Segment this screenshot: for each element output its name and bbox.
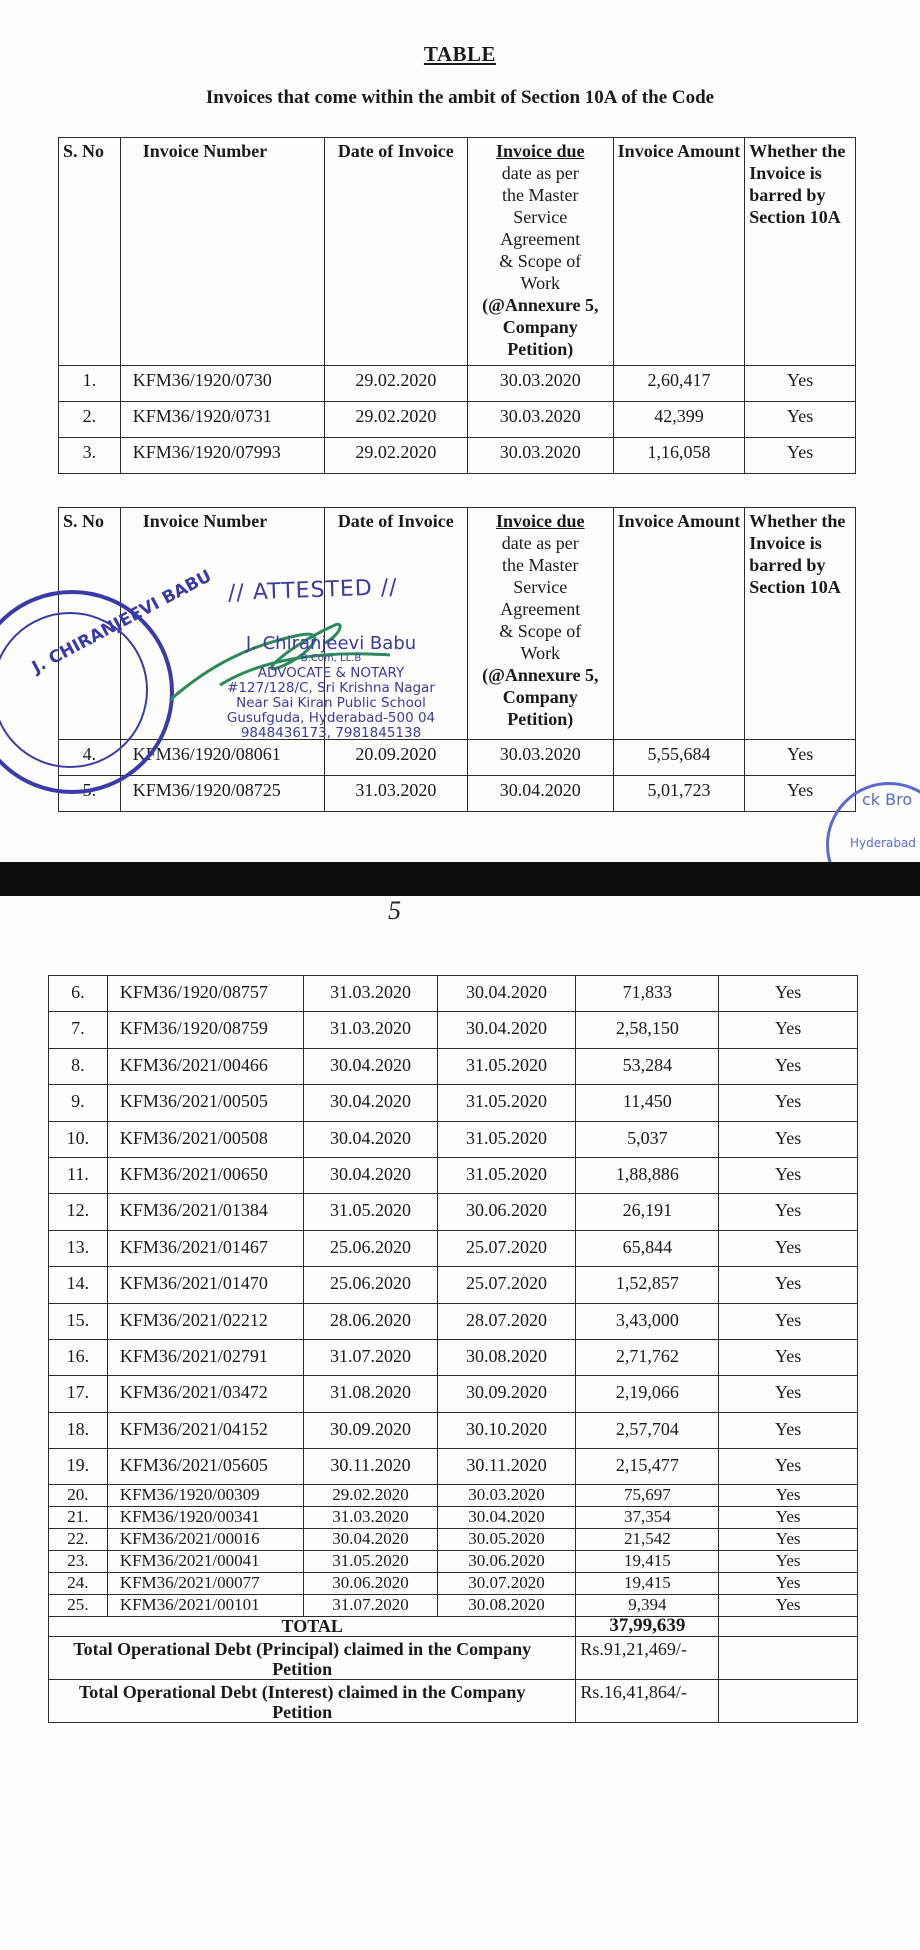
row-amount: 42,399	[613, 402, 745, 438]
table-row	[49, 1339, 858, 1375]
row-date: 29.02.2020	[324, 438, 467, 474]
row-invoice-number: KFM36/2021/01470	[107, 1267, 303, 1303]
row-date: 20.09.2020	[324, 740, 467, 776]
header-due-annexure: (@Annexure 5, Company Petition)	[482, 665, 599, 729]
row-due-date: 30.03.2020	[467, 366, 613, 402]
row-invoice-number: KFM36/1920/08757	[107, 976, 303, 1012]
row-invoice-number: KFM36/1920/0731	[120, 402, 324, 438]
row-invoice-number: KFM36/2021/00077	[107, 1573, 303, 1595]
row-due-date: 30.03.2020	[467, 402, 613, 438]
row-amount: 2,60,417	[613, 366, 745, 402]
row-invoice-number: KFM36/2021/01467	[107, 1230, 303, 1266]
row-due-date: 30.10.2020	[437, 1412, 576, 1448]
row-barred: Yes	[719, 976, 858, 1012]
row-invoice-number: KFM36/2021/00041	[107, 1551, 303, 1573]
row-barred: Yes	[719, 1267, 858, 1303]
row-amount: 5,01,723	[613, 776, 745, 812]
header-due-line: Service	[513, 577, 568, 597]
row-sno: 3.	[59, 438, 121, 474]
row-invoice-number: KFM36/2021/00505	[107, 1085, 303, 1121]
table-row	[49, 1507, 858, 1529]
row-barred: Yes	[719, 1121, 858, 1157]
table-header-row	[59, 138, 856, 366]
row-amount: 65,844	[576, 1230, 719, 1266]
notary-address-1: #127/128/C, Sri Krishna Nagar	[227, 680, 435, 696]
table-row	[59, 366, 856, 402]
row-barred: Yes	[719, 1573, 858, 1595]
table-row	[49, 1573, 858, 1595]
notary-seal-text: J. CHIRANJEEVI BABU	[29, 566, 216, 678]
header-sno: S. No	[59, 508, 121, 740]
header-due-underlined: Invoice due	[496, 141, 585, 161]
notary-phones: 9848436173, 7981845138	[240, 725, 422, 741]
row-sno: 13.	[49, 1230, 108, 1266]
interest-empty-cell	[719, 1680, 858, 1723]
row-barred: Yes	[745, 402, 856, 438]
interest-value: Rs.16,41,864/-	[576, 1680, 719, 1723]
header-amount: Invoice Amount	[613, 508, 745, 740]
row-sno: 16.	[49, 1339, 108, 1375]
table-row	[49, 1121, 858, 1157]
row-barred: Yes	[719, 1012, 858, 1048]
header-due-line: Agreement	[500, 599, 581, 619]
header-due-line: Agreement	[500, 229, 581, 249]
row-amount: 37,354	[576, 1507, 719, 1529]
row-barred: Yes	[745, 438, 856, 474]
row-amount: 3,43,000	[576, 1303, 719, 1339]
row-date: 28.06.2020	[304, 1303, 437, 1339]
row-due-date: 31.05.2020	[437, 1121, 576, 1157]
row-sno: 17.	[49, 1376, 108, 1412]
row-barred: Yes	[719, 1085, 858, 1121]
row-date: 31.03.2020	[304, 1012, 437, 1048]
header-barred: Whether the Invoice is barred by Section 10A	[745, 508, 856, 740]
row-sno: 23.	[49, 1551, 108, 1573]
row-sno: 7.	[49, 1012, 108, 1048]
table-row	[49, 1303, 858, 1339]
table-row	[49, 1376, 858, 1412]
row-invoice-number: KFM36/2021/00101	[107, 1595, 303, 1617]
row-barred: Yes	[719, 1595, 858, 1617]
header-due-underlined: Invoice due	[496, 511, 585, 531]
row-barred: Yes	[719, 1412, 858, 1448]
header-invoice-number: Invoice Number	[120, 508, 324, 740]
header-due-date	[467, 138, 613, 366]
page-separator-band	[0, 862, 920, 896]
row-sno: 22.	[49, 1529, 108, 1551]
table-row	[49, 1267, 858, 1303]
row-due-date: 30.09.2020	[437, 1376, 576, 1412]
table-row	[59, 402, 856, 438]
row-barred: Yes	[745, 740, 856, 776]
row-invoice-number: KFM36/2021/04152	[107, 1412, 303, 1448]
invoice-table-part-1	[58, 137, 856, 474]
notary-address-3: Gusufguda, Hyderabad-500 04	[226, 710, 436, 726]
row-invoice-number: KFM36/1920/08725	[120, 776, 324, 812]
row-date: 30.04.2020	[304, 1529, 437, 1551]
row-date: 30.04.2020	[304, 1085, 437, 1121]
header-due-annexure: (@Annexure 5, Company Petition)	[482, 295, 599, 359]
row-invoice-number: KFM36/1920/00341	[107, 1507, 303, 1529]
table-row	[49, 1012, 858, 1048]
row-due-date: 30.08.2020	[437, 1339, 576, 1375]
row-date: 30.04.2020	[304, 1157, 437, 1193]
header-due-line: Work	[520, 643, 561, 663]
row-due-date: 30.03.2020	[467, 438, 613, 474]
row-invoice-number: KFM36/2021/00508	[107, 1121, 303, 1157]
row-barred: Yes	[719, 1551, 858, 1573]
row-due-date: 30.03.2020	[467, 740, 613, 776]
header-due-line: date as per	[501, 163, 579, 183]
row-sno: 20.	[49, 1485, 108, 1507]
invoice-table-part-3	[48, 975, 858, 1723]
row-barred: Yes	[745, 776, 856, 812]
row-amount: 1,88,886	[576, 1157, 719, 1193]
row-amount: 11,450	[576, 1085, 719, 1121]
row-due-date: 30.07.2020	[437, 1573, 576, 1595]
row-amount: 2,57,704	[576, 1412, 719, 1448]
row-sno: 8.	[49, 1048, 108, 1084]
header-amount: Invoice Amount	[613, 138, 745, 366]
total-row	[49, 1617, 858, 1637]
row-invoice-number: KFM36/1920/07993	[120, 438, 324, 474]
header-due-line: Service	[513, 207, 568, 227]
principal-row	[49, 1637, 858, 1680]
row-amount: 75,697	[576, 1485, 719, 1507]
row-amount: 2,71,762	[576, 1339, 719, 1375]
row-invoice-number: KFM36/2021/02212	[107, 1303, 303, 1339]
row-date: 31.08.2020	[304, 1376, 437, 1412]
row-amount: 21,542	[576, 1529, 719, 1551]
header-date: Date of Invoice	[324, 138, 467, 366]
row-sno: 1.	[59, 366, 121, 402]
row-date: 29.02.2020	[324, 402, 467, 438]
row-invoice-number: KFM36/2021/00650	[107, 1157, 303, 1193]
row-date: 31.03.2020	[324, 776, 467, 812]
header-due-line: Work	[520, 273, 561, 293]
row-invoice-number: KFM36/1920/0730	[120, 366, 324, 402]
row-sno: 19.	[49, 1449, 108, 1485]
header-date: Date of Invoice	[324, 508, 467, 740]
notary-role: ADVOCATE & NOTARY	[257, 665, 405, 681]
row-barred: Yes	[719, 1048, 858, 1084]
row-invoice-number: KFM36/2021/03472	[107, 1376, 303, 1412]
table-row	[49, 976, 858, 1012]
row-amount: 2,58,150	[576, 1012, 719, 1048]
row-due-date: 30.11.2020	[437, 1449, 576, 1485]
row-amount: 2,15,477	[576, 1449, 719, 1485]
row-amount: 2,19,066	[576, 1376, 719, 1412]
company-seal-city: Hyderabad	[850, 836, 916, 850]
row-amount: 19,415	[576, 1551, 719, 1573]
page-number: 5	[388, 896, 401, 925]
principal-value: Rs.91,21,469/-	[576, 1637, 719, 1680]
principal-label: Total Operational Debt (Principal) claimed in the Company Petition	[49, 1637, 576, 1680]
header-barred: Whether the Invoice is barred by Section 10A	[745, 138, 856, 366]
notary-name: J. Chiranjeevi Babu	[245, 633, 417, 654]
header-due-line: date as per	[501, 533, 579, 553]
row-sno: 10.	[49, 1121, 108, 1157]
attested-stamp: // ATTESTED //	[227, 575, 399, 606]
header-due-line: the Master	[502, 555, 579, 575]
row-due-date: 31.05.2020	[437, 1048, 576, 1084]
document-title: TABLE	[423, 42, 497, 66]
notary-details	[200, 633, 462, 741]
row-sno: 11.	[49, 1157, 108, 1193]
table-row	[49, 1085, 858, 1121]
row-amount: 1,52,857	[576, 1267, 719, 1303]
row-due-date: 30.04.2020	[437, 1012, 576, 1048]
table-row	[59, 740, 856, 776]
row-due-date: 30.06.2020	[437, 1194, 576, 1230]
row-due-date: 30.04.2020	[437, 1507, 576, 1529]
row-sno: 14.	[49, 1267, 108, 1303]
row-due-date: 31.05.2020	[437, 1157, 576, 1193]
table-row	[49, 1194, 858, 1230]
row-sno: 25.	[49, 1595, 108, 1617]
row-invoice-number: KFM36/2021/01384	[107, 1194, 303, 1230]
table-row	[49, 1485, 858, 1507]
row-sno: 24.	[49, 1573, 108, 1595]
row-date: 29.02.2020	[324, 366, 467, 402]
row-invoice-number: KFM36/1920/00309	[107, 1485, 303, 1507]
row-invoice-number: KFM36/2021/02791	[107, 1339, 303, 1375]
row-invoice-number: KFM36/1920/08061	[120, 740, 324, 776]
row-sno: 21.	[49, 1507, 108, 1529]
row-due-date: 25.07.2020	[437, 1230, 576, 1266]
row-sno: 9.	[49, 1085, 108, 1121]
row-due-date: 30.06.2020	[437, 1551, 576, 1573]
row-amount: 19,415	[576, 1573, 719, 1595]
row-barred: Yes	[719, 1230, 858, 1266]
row-date: 31.03.2020	[304, 1507, 437, 1529]
row-barred: Yes	[719, 1303, 858, 1339]
company-seal-text: ck Bro	[862, 790, 913, 809]
row-due-date: 25.07.2020	[437, 1267, 576, 1303]
row-barred: Yes	[719, 1157, 858, 1193]
row-amount: 9,394	[576, 1595, 719, 1617]
row-sno: 12.	[49, 1194, 108, 1230]
row-amount: 71,833	[576, 976, 719, 1012]
row-barred: Yes	[719, 1376, 858, 1412]
document-subtitle: Invoices that come within the ambit of Section 10A of the Code	[205, 87, 715, 108]
row-sno: 6.	[49, 976, 108, 1012]
header-due-date	[467, 508, 613, 740]
header-due-line: & Scope of	[499, 621, 582, 641]
row-due-date: 31.05.2020	[437, 1085, 576, 1121]
table-row	[59, 438, 856, 474]
row-date: 30.11.2020	[304, 1449, 437, 1485]
header-due-line: & Scope of	[499, 251, 582, 271]
row-barred: Yes	[719, 1339, 858, 1375]
row-date: 30.04.2020	[304, 1048, 437, 1084]
row-date: 30.09.2020	[304, 1412, 437, 1448]
total-empty-cell	[719, 1617, 858, 1637]
row-sno: 5.	[59, 776, 121, 812]
total-label: TOTAL	[49, 1617, 576, 1637]
row-date: 31.03.2020	[304, 976, 437, 1012]
row-due-date: 30.04.2020	[437, 976, 576, 1012]
row-date: 30.04.2020	[304, 1121, 437, 1157]
row-amount: 5,037	[576, 1121, 719, 1157]
row-date: 31.05.2020	[304, 1194, 437, 1230]
row-invoice-number: KFM36/1920/08759	[107, 1012, 303, 1048]
row-sno: 15.	[49, 1303, 108, 1339]
row-due-date: 30.03.2020	[437, 1485, 576, 1507]
header-sno: S. No	[59, 138, 121, 366]
row-barred: Yes	[719, 1449, 858, 1485]
header-invoice-number: Invoice Number	[120, 138, 324, 366]
table-row	[49, 1157, 858, 1193]
row-due-date: 30.05.2020	[437, 1529, 576, 1551]
row-barred: Yes	[719, 1194, 858, 1230]
row-invoice-number: KFM36/2021/05605	[107, 1449, 303, 1485]
total-value: 37,99,639	[576, 1617, 719, 1637]
row-date: 29.02.2020	[304, 1485, 437, 1507]
row-date: 31.07.2020	[304, 1339, 437, 1375]
row-due-date: 28.07.2020	[437, 1303, 576, 1339]
row-amount: 1,16,058	[613, 438, 745, 474]
row-barred: Yes	[719, 1507, 858, 1529]
row-amount: 5,55,684	[613, 740, 745, 776]
notary-address-2: Near Sai Kiran Public School	[236, 695, 426, 711]
row-date: 31.07.2020	[304, 1595, 437, 1617]
row-barred: Yes	[745, 366, 856, 402]
row-sno: 18.	[49, 1412, 108, 1448]
interest-label: Total Operational Debt (Interest) claimed in the Company Petition	[49, 1680, 576, 1723]
row-date: 30.06.2020	[304, 1573, 437, 1595]
table-row	[49, 1449, 858, 1485]
row-amount: 26,191	[576, 1194, 719, 1230]
row-date: 31.05.2020	[304, 1551, 437, 1573]
notary-degree: B.Com, LL.B	[300, 653, 362, 664]
principal-empty-cell	[719, 1637, 858, 1680]
row-sno: 2.	[59, 402, 121, 438]
header-due-line: the Master	[502, 185, 579, 205]
table-row	[49, 1529, 858, 1551]
table-row	[49, 1048, 858, 1084]
row-amount: 53,284	[576, 1048, 719, 1084]
row-due-date: 30.04.2020	[467, 776, 613, 812]
row-barred: Yes	[719, 1529, 858, 1551]
table-row	[49, 1551, 858, 1573]
table-row	[49, 1412, 858, 1448]
row-sno: 4.	[59, 740, 121, 776]
row-due-date: 30.08.2020	[437, 1595, 576, 1617]
table-row	[59, 776, 856, 812]
row-invoice-number: KFM36/2021/00466	[107, 1048, 303, 1084]
interest-row	[49, 1680, 858, 1723]
row-barred: Yes	[719, 1485, 858, 1507]
row-date: 25.06.2020	[304, 1230, 437, 1266]
row-date: 25.06.2020	[304, 1267, 437, 1303]
table-row	[49, 1595, 858, 1617]
table-row	[49, 1230, 858, 1266]
row-invoice-number: KFM36/2021/00016	[107, 1529, 303, 1551]
